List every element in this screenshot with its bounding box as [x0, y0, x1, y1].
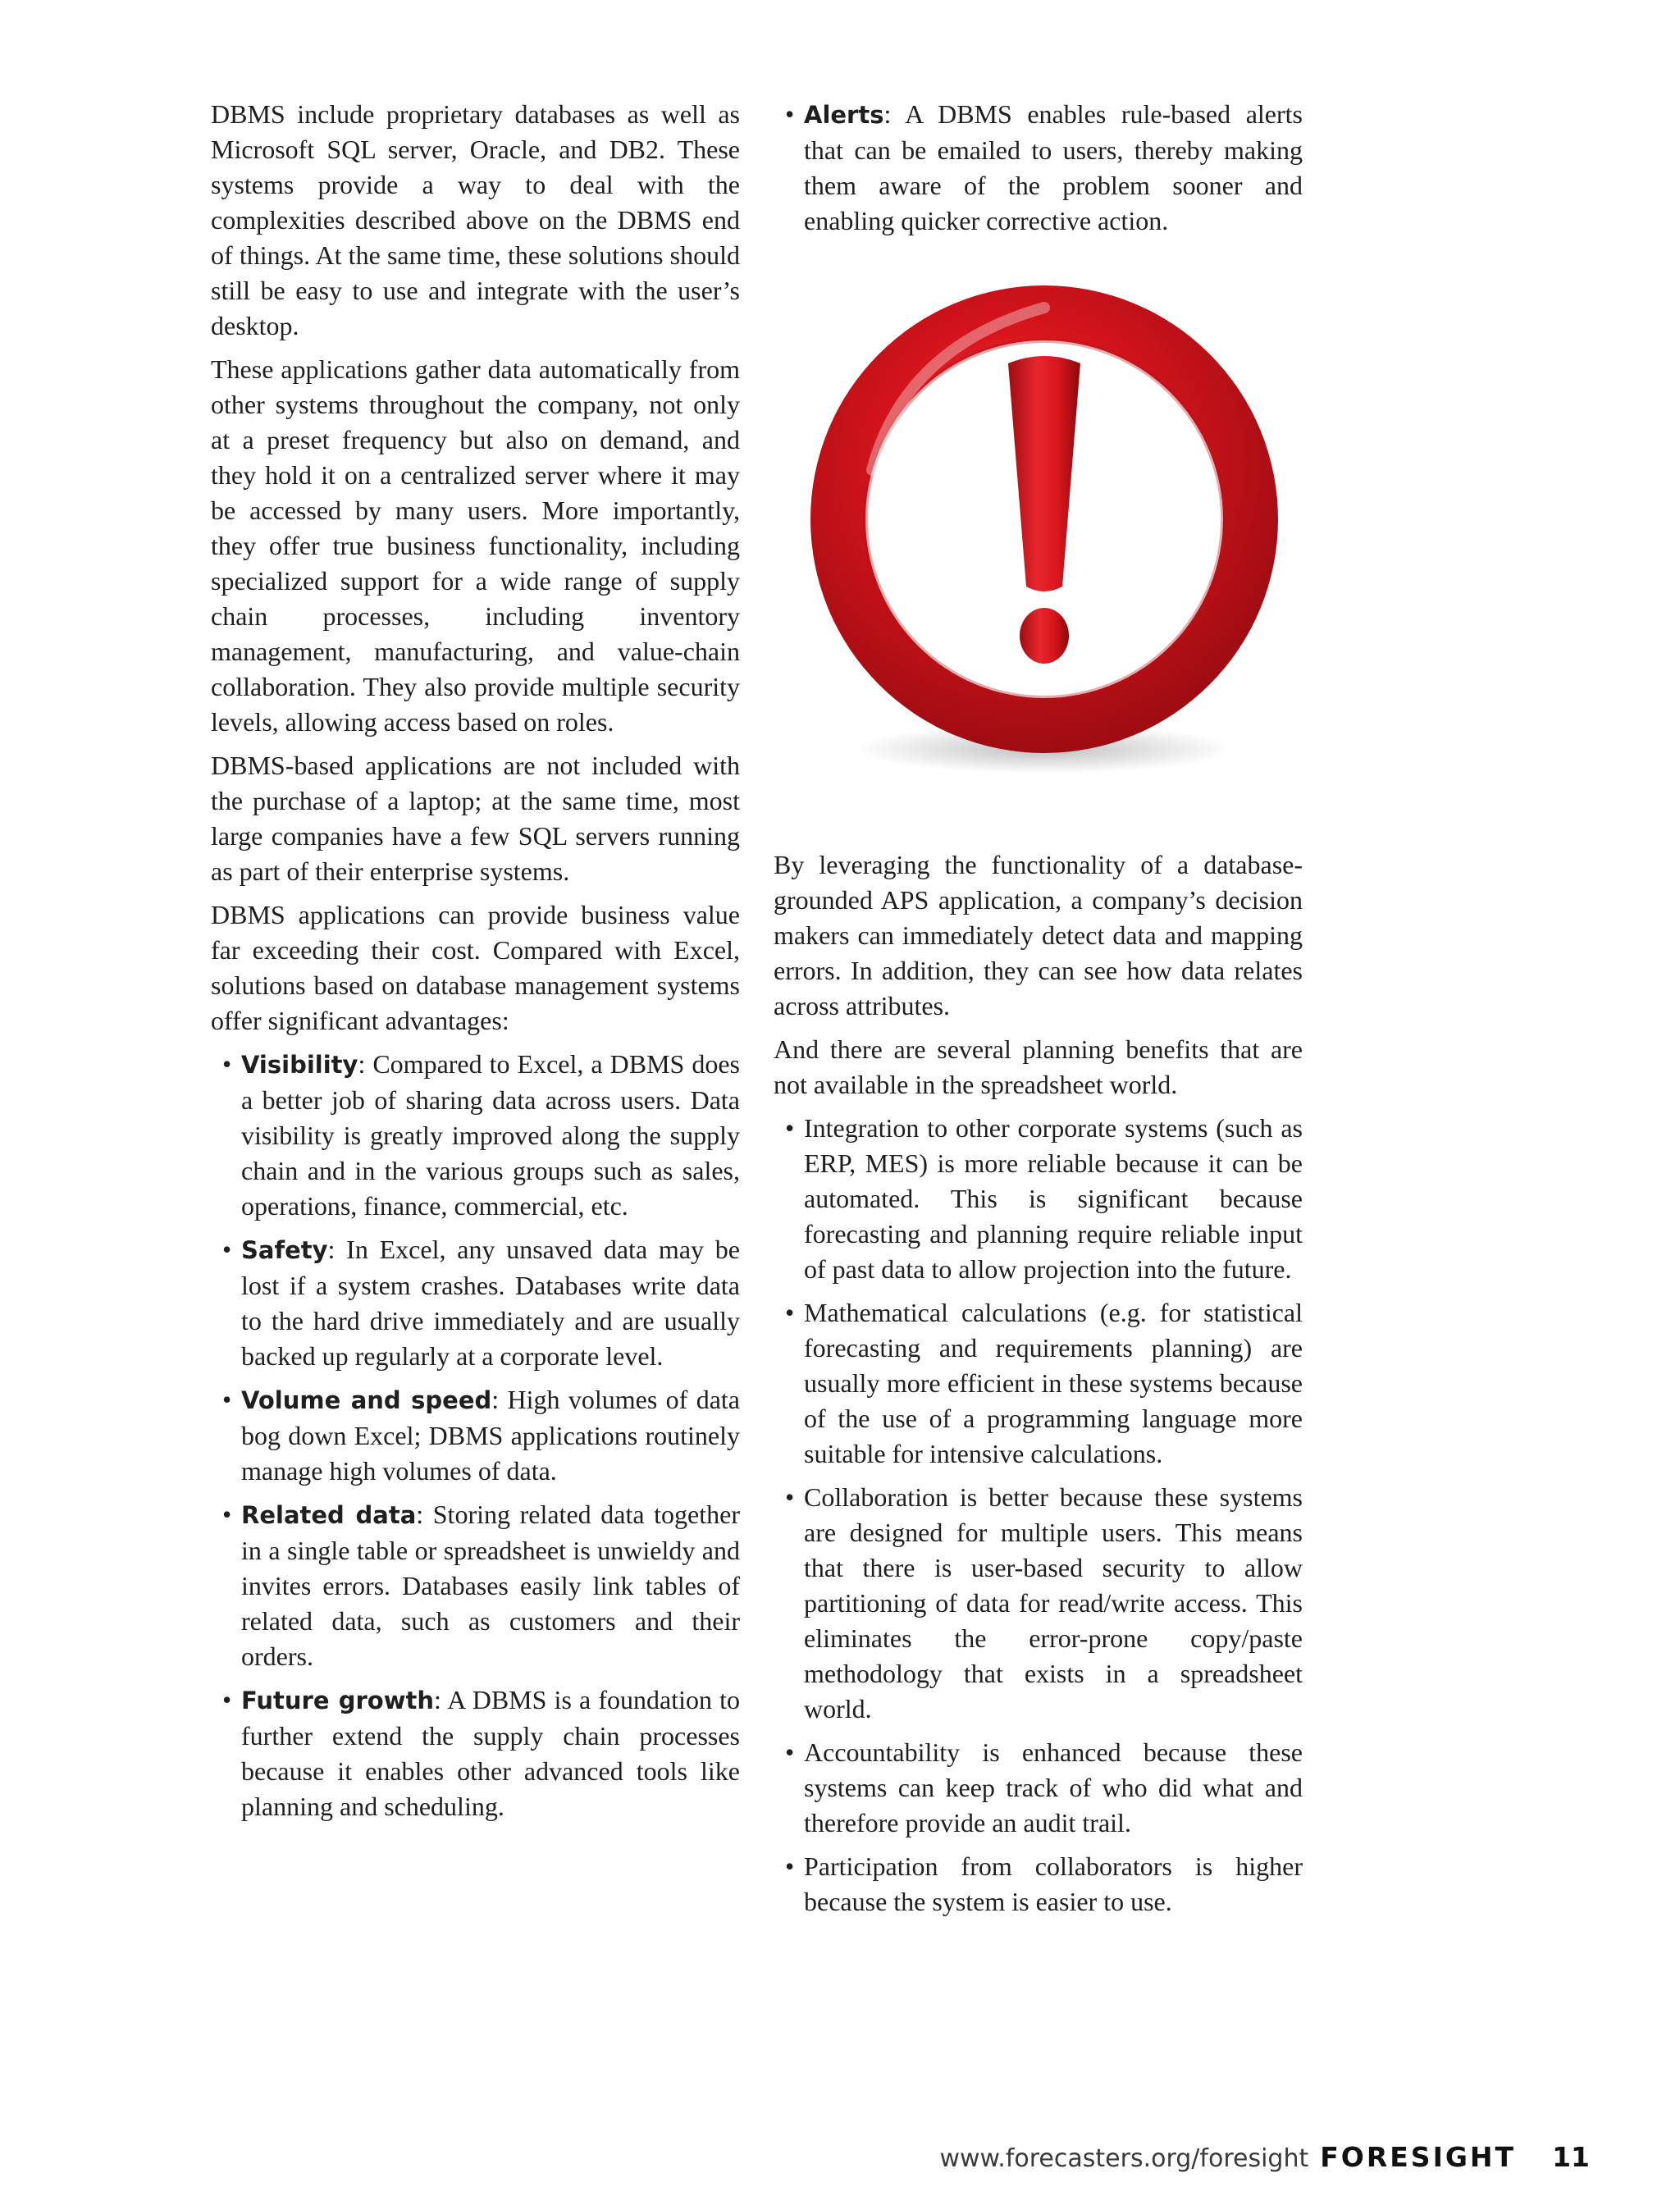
list-item: • Integration to other corporate systems (such as ERP, MES) is more reliable because it can be automated. This is significant because forecasting and planning require reliable input of past data to allow projection into the future.: [774, 1111, 1303, 1287]
paragraph: DBMS include proprietary databases as well as Microsoft SQL server, Oracle, and DB2. These systems provide a way to deal with the complexities described above on the DBMS end of things. At the same time, these solutions should still be easy to use and integrate with the user’s desktop.: [211, 99, 740, 340]
bullet-text: : In Excel, any unsaved data may be lost if a system crashes. Databases write data to the hard drive immediately and are usually backed up regularly at a corporate level.: [241, 1235, 740, 1371]
bullet-term: Related data: [241, 1501, 417, 1529]
alerts-list: [774, 97, 1303, 239]
benefits-list: [774, 1111, 1303, 1920]
page-footer: [939, 2141, 1590, 2173]
list-item: • Collaboration is better because these systems are designed for multiple users. This means that there is user-based security to allow partitioning of data for read/write access. This eliminates the error-prone copy/paste methodology that exists in a spreadsheet world.: [774, 1480, 1303, 1727]
paragraph: By leveraging the functionality of a database-grounded APS application, a company’s decision makers can immediately detect data and mapping errors. In addition, they can see how data relates across attributes.: [774, 850, 1303, 1020]
footer-url: www.forecasters.org/foresight: [939, 2144, 1309, 2173]
exclamation-dot: [1020, 608, 1069, 664]
bullet-term: Safety: [241, 1236, 328, 1264]
paragraph: These applications gather data automatically from other systems throughout the company, not only at a preset frequency but also on demand, and they hold it on a centralized server where it may be accessed by many users. More importantly, they offer true business functionality, including specialized support for a wide range of supply chain processes, including inventory management, manufacturing, and value-chain collaboration. They also provide multiple security levels, allowing access based on roles.: [211, 354, 740, 737]
list-item: [211, 1232, 740, 1374]
paragraph: DBMS applications can provide business value far exceeding their cost. Compared with Excel, solutions based on database management systems offer significant advantages:: [211, 900, 740, 1035]
list-item: [211, 1682, 740, 1824]
list-item: • Accountability is enhanced because these systems can keep track of who did what and therefore provide an audit trail.: [774, 1735, 1303, 1841]
bullet-term: Future growth: [241, 1687, 434, 1714]
bullet-text: : Compared to Excel, a DBMS does a better job of sharing data across users. Data visibility is greatly improved along the supply chain and in the various groups such as sales, operations, finance, commercial, etc.: [241, 1049, 740, 1221]
right-column: [774, 97, 1303, 1928]
list-item: [211, 1047, 740, 1224]
left-column: [211, 97, 740, 1833]
bullet-text: : A DBMS enables rule-based alerts that can be emailed to users, thereby making them aware of the problem sooner and enabling quicker corrective action.: [804, 99, 1303, 235]
bullet-term: Visibility: [241, 1051, 358, 1079]
footer-brand: FORESIGHT: [1320, 2141, 1517, 2173]
advantages-list: [211, 1047, 740, 1824]
page-number: 11: [1552, 2141, 1590, 2173]
bullet-text: : High volumes of data bog down Excel; DBMS applications routinely manage high volumes of data.: [241, 1385, 740, 1486]
bullet-text: : Storing related data together in a single table or spreadsheet is unwieldy and invites errors. Databases easily link tables of related data, such as customers and their orders.: [241, 1500, 741, 1671]
paragraph: And there are several planning benefits that are not available in the spreadsheet world.: [774, 1034, 1303, 1099]
paragraph: DBMS-based applications are not included with the purchase of a laptop; at the same time, most large companies have a few SQL servers running as part of their enterprise systems.: [211, 751, 740, 886]
list-item: • Mathematical calculations (e.g. for statistical forecasting and requirements planning) are usually more efficient in these systems because of the use of a programming language more suitable for intensive calculations.: [774, 1295, 1303, 1472]
bullet-term: Volume and speed: [241, 1386, 492, 1414]
list-item: • Participation from collaborators is higher because the system is easier to use.: [774, 1849, 1303, 1920]
list-item: [211, 1497, 740, 1674]
bullet-text: : A DBMS is a foundation to further extend the supply chain processes because it enables other advanced tools like planning and scheduling.: [241, 1685, 740, 1821]
list-item: [774, 97, 1303, 239]
bullet-term: Alerts: [804, 101, 884, 129]
list-item: [211, 1382, 740, 1489]
exclamation-alert-icon: [774, 257, 1303, 831]
